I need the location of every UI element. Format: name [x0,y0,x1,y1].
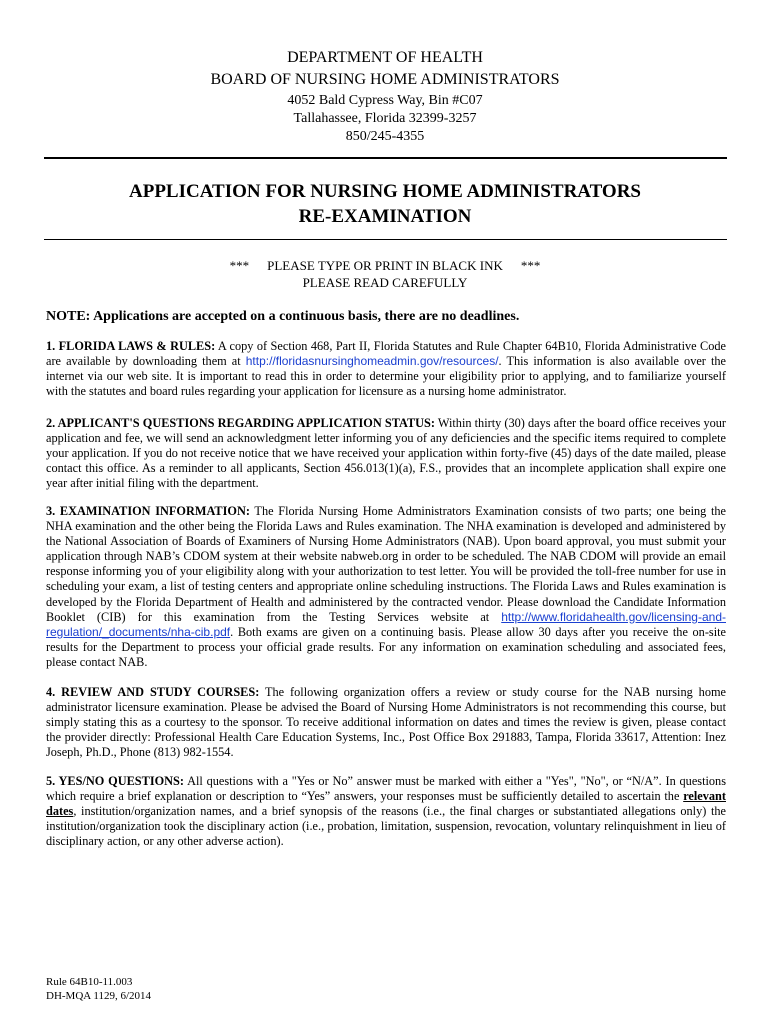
resources-link[interactable]: http://floridasnursinghomeadmin.gov/resources/ [245,354,499,369]
form-subtitle: RE-EXAMINATION [298,206,472,227]
form-number: DH-MQA 1129, 6/2014 [46,990,152,1002]
section-3-text-b: . Both exams are given on a continuing basis. Please allow 30 days after you receive the on-site results for the Department to process your official grade results. For any information on examination scheduling and associated fees, please contact NAB. [46,624,726,669]
section-2-heading: 2. APPLICANT'S QUESTIONS REGARDING APPLICATION STATUS: [46,416,435,430]
address-line-1: 4052 Bald Cypress Way, Bin #C07 [287,93,483,108]
read-carefully-instruction: PLEASE READ CAREFULLY [302,275,468,290]
phone-number: 850/245-4355 [345,129,425,144]
stars-right: *** [520,258,541,273]
section-3-heading: 3. EXAMINATION INFORMATION: [46,504,250,518]
section-application-status [46,416,726,491]
deadline-note: NOTE: Applications are accepted on a continuous basis, there are no deadlines. [46,309,520,324]
section-examination-info [46,504,726,670]
section-3-text-a: The Florida Nursing Home Administrators Examination consists of two parts; one being the NHA examination and the other being the Florida Laws and Rules examination. The NHA examination is developed and administered by the National Association of Boards of Examiners of Nursing Home Administrators (NAB). Upon board approval, you must submit your application through NAB’s CDOM system at their website nabweb.org in order to be scheduled. The NAB CDOM will provide an email response informing you of your eligibility along with your authorization to test letter. You will be provided the toll-free number for use in scheduling your exam, a list of testing centers and appropriate online scheduling instructions. The Florida Laws and Rules examination is developed by the Florida Department of Health and administered by the contracted vendor. Please download the Candidate Information Booklet (CIB) for this examination from the Testing Services website at [46,504,726,624]
section-1-text-b: . This information is also available over the internet via our web site. It is important to read this in order to determine your eligibility prior to applying, and to familiarize yourself with the statutes and board rules regarding your application for licensure as a nursing home administrator. [46,354,726,399]
department-name: DEPARTMENT OF HEALTH [287,49,483,66]
ink-instruction [0,258,770,274]
ink-instruction-text: PLEASE TYPE OR PRINT IN BLACK INK [267,258,503,273]
section-5-text-a: All questions with a "Yes or No” answer must be marked with either a "Yes", "No", or “N/A”. In questions which require a brief explanation or description to “Yes” answers, your responses must be sufficiently detailed to ascertain the [46,774,726,804]
section-5-text-b: , institution/organization names, and a brief synopsis of the reasons (i.e., the final charges or substantiated allegations only) the institution/organization took the disciplinary action (i.e., probation, limitation, suspension, revocation, voluntary relinquishment in lieu of disciplinary action, or any other adverse action). [46,804,726,849]
rule-number: Rule 64B10-11.003 [46,976,133,988]
section-2-text: Within thirty (30) days after the board office receives your application and fee, we will send an acknowledgment letter informing you of any deficiencies and the specific items required to complete your application. If you do not receive notice that we have received your application within forty-five (45) days of the date mailed, please contact this office. As a reminder to all applicants, Section 456.013(1)(a), F.S., provides that an incomplete application shall expire one year after initial filing with the department. [46,416,726,491]
section-review-courses [46,685,726,760]
section-4-text: The following organization offers a review or study course for the NAB nursing home administrator licensure examination. Please be advised the Board of Nursing Home Administrators is not recommending this course, but simply stating this as a courtesy to the sponsor. To receive additional information on dates and times the review is given, please contact the provider directly: Professional Health Care Education Systems, Inc., Post Office Box 291883, Tampa, Florida 33617, Attention: Inez Joseph, Ph.D., Phone (813) 982-1554. [46,685,726,760]
section-1-text-a: A copy of Section 468, Part II, Florida Statutes and Rule Chapter 64B10, Florida Administrative Code are available by downloading them at [46,339,726,369]
title-divider [44,239,727,240]
header-divider [44,157,727,159]
address-line-2: Tallahassee, Florida 32399-3257 [293,111,477,126]
cib-booklet-link[interactable]: http://www.floridahealth.gov/licensing-and-regulation/_documents/nha-cib.pdf [46,609,726,639]
section-laws-rules [46,339,726,399]
section-1-heading: 1. FLORIDA LAWS & RULES: [46,339,216,353]
section-5-heading: 5. YES/NO QUESTIONS: [46,774,184,788]
section-4-heading: 4. REVIEW AND STUDY COURSES: [46,685,260,699]
form-title: APPLICATION FOR NURSING HOME ADMINISTRATORS [129,181,641,202]
section-yes-no-questions [46,774,726,849]
relevant-dates-emphasis: relevant dates [46,789,726,819]
stars-left: *** [229,258,250,273]
board-name: BOARD OF NURSING HOME ADMINISTRATORS [210,71,560,88]
